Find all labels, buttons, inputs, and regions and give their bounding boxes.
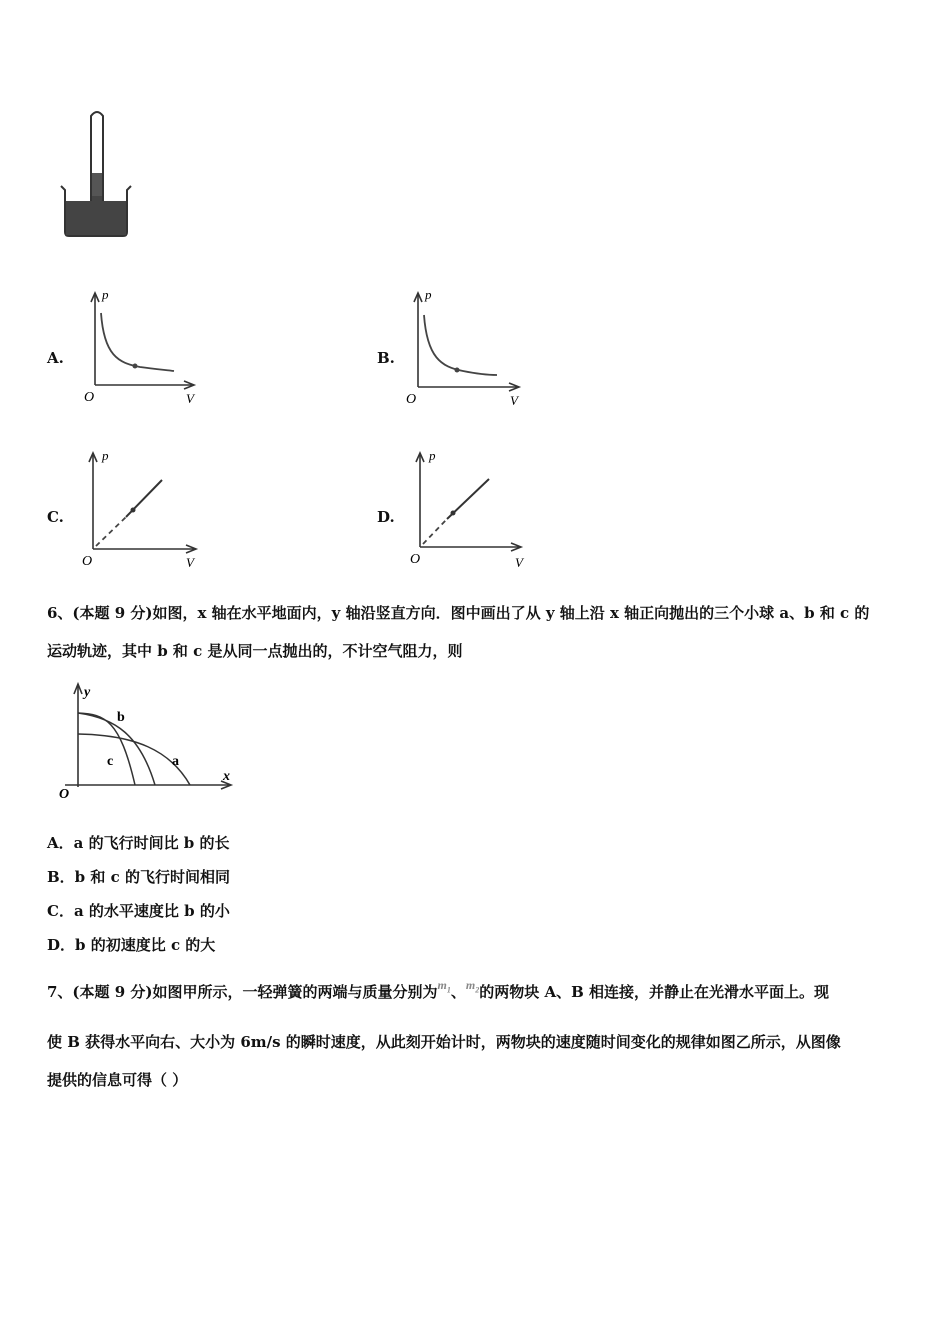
trajectory-axis-x: x bbox=[223, 769, 230, 784]
option-a-label[interactable]: A. bbox=[47, 349, 64, 367]
option-c-label[interactable]: C. bbox=[47, 508, 64, 526]
option-d-axes bbox=[416, 453, 521, 551]
option-b-axes bbox=[414, 293, 519, 391]
q7-sep: 、 bbox=[450, 983, 466, 1001]
option-b-axis-y: p bbox=[425, 287, 432, 302]
q7-m1: m1 bbox=[437, 978, 451, 995]
option-b-label[interactable]: B. bbox=[377, 349, 395, 367]
trajectory-b-curve bbox=[78, 713, 135, 785]
option-d-point bbox=[451, 511, 456, 516]
trajectory-origin: O bbox=[59, 787, 70, 802]
trajectory-label-b: b bbox=[117, 710, 125, 725]
option-b-origin: O bbox=[406, 392, 417, 407]
trajectory-axis-y: y bbox=[84, 685, 91, 700]
option-c-dashed-line bbox=[96, 517, 126, 546]
option-d-axis-y: p bbox=[429, 448, 436, 463]
option-c-axis-x: V bbox=[186, 555, 194, 570]
q6-line-2: 运动轨迹，其中 b 和 c 是从同一点抛出的，不计空气阻力，则 bbox=[47, 642, 463, 660]
q7-m2: m2 bbox=[465, 978, 480, 995]
option-a-curve bbox=[101, 313, 174, 371]
option-c-point bbox=[131, 508, 136, 513]
tube-beaker-figure bbox=[55, 108, 140, 243]
option-b-graph bbox=[403, 285, 528, 415]
option-d-dashed-line bbox=[423, 519, 447, 544]
option-a-graph bbox=[80, 285, 205, 415]
tube-beaker-drawing bbox=[61, 112, 131, 236]
option-b-axis-x: V bbox=[510, 393, 518, 408]
q6-line-1: 6、(本题 9 分)如图，x 轴在水平地面内，y 轴沿竖直方向．图中画出了从 y 轴上沿 x 轴正向抛出的三个小球 a、b 和 c 的 bbox=[47, 604, 870, 622]
q7-line-1-pre: 7、(本题 9 分)如图甲所示，一轻弹簧的两端与质量分别为 bbox=[47, 983, 438, 1001]
option-b-point bbox=[455, 368, 460, 373]
q7-line-3: 提供的信息可得（ ） bbox=[47, 1071, 188, 1089]
q6-option-c[interactable]: C．a 的水平速度比 b 的小 bbox=[47, 902, 230, 920]
trajectory-label-c: c bbox=[107, 754, 114, 769]
trajectory-label-a: a bbox=[172, 754, 179, 769]
q7-line-1 bbox=[47, 978, 829, 1008]
option-a-axis-y: p bbox=[102, 287, 109, 302]
trajectory-figure bbox=[55, 680, 240, 805]
option-d-label[interactable]: D. bbox=[377, 508, 395, 526]
option-d-origin: O bbox=[410, 552, 421, 567]
option-d-axis-x: V bbox=[515, 555, 523, 570]
q7-line-2: 使 B 获得水平向右、大小为 6m/s 的瞬时速度，从此刻开始计时，两物块的速度随时间变化的规律如图乙所示，从图像 bbox=[47, 1033, 841, 1051]
q6-option-b[interactable]: B．b 和 c 的飞行时间相同 bbox=[47, 868, 230, 886]
option-a-point bbox=[133, 364, 138, 369]
option-c-origin: O bbox=[82, 554, 93, 569]
option-c-axis-y: p bbox=[102, 448, 109, 463]
option-c-graph bbox=[78, 445, 203, 575]
option-a-axis-x: V bbox=[186, 391, 194, 406]
q6-option-a[interactable]: A．a 的飞行时间比 b 的长 bbox=[47, 834, 230, 852]
q7-line-1-post: 的两物块 A、B 相连接，并静止在光滑水平面上。现 bbox=[479, 983, 829, 1001]
option-a-origin: O bbox=[84, 390, 95, 405]
option-b-curve bbox=[424, 315, 497, 375]
q6-option-d[interactable]: D．b 的初速度比 c 的大 bbox=[47, 936, 216, 954]
option-d-graph bbox=[405, 445, 530, 575]
